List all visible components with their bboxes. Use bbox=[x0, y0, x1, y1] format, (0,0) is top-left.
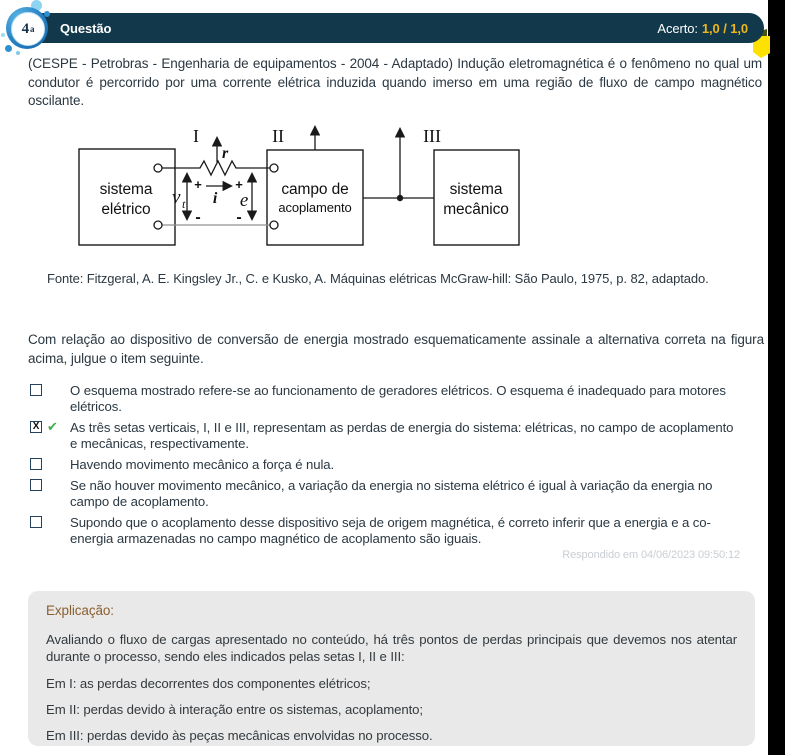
terminal bbox=[154, 221, 162, 229]
answer-option-4[interactable] bbox=[30, 478, 742, 510]
minus-sign: - bbox=[236, 209, 242, 226]
box2-label-line1: campo de bbox=[281, 181, 349, 198]
explanation-item-2: Em II: perdas devido à interação entre os sistemas, acoplamento; bbox=[46, 702, 423, 717]
figure-source: Fonte: Fitzgeral, A. E. Kingsley Jr., C. e Kusko, A. Máquinas elétricas McGraw-hill: São Paulo, 1975, p. 82, adaptado. bbox=[47, 271, 709, 286]
energy-conversion-diagram bbox=[60, 118, 540, 258]
option-checkbox[interactable] bbox=[30, 516, 42, 528]
current-label: i bbox=[212, 190, 218, 207]
bubble-decoration bbox=[16, 51, 20, 55]
plus-sign: + bbox=[235, 177, 243, 192]
explanation-title: Explicação: bbox=[46, 603, 114, 618]
question-title: Questão bbox=[60, 20, 112, 36]
explanation-panel bbox=[28, 591, 755, 746]
box3-label-line1: sistema bbox=[449, 181, 503, 198]
option-checkbox[interactable] bbox=[30, 479, 42, 491]
numeral-II: II bbox=[272, 126, 284, 146]
box1-label-line2: elétrico bbox=[101, 201, 151, 218]
numeral-I: I bbox=[193, 126, 199, 146]
option-checkbox[interactable] bbox=[30, 384, 42, 396]
badge-number-text: 4 bbox=[21, 20, 29, 37]
score-value: 1,0 / 1,0 bbox=[701, 20, 748, 36]
option-text: O esquema mostrado refere-se ao funcionamento de geradores elétricos. O esquema é inadequado para motores elétricos. bbox=[70, 383, 726, 414]
bubble-decoration bbox=[5, 45, 12, 52]
explanation-paragraph: Avaliando o fluxo de cargas apresentado no conteúdo, há três pontos de perdas principais que devemos nos atentar durante o processo, sendo eles indicados pelas setas I, II e III: bbox=[46, 632, 737, 664]
box3-label-line2: mecânico bbox=[443, 201, 509, 218]
option-text: Se não houver movimento mecânico, a variação da energia no sistema elétrico é igual à variação da energia no campo de acoplamento. bbox=[70, 478, 713, 509]
answer-options-list bbox=[30, 383, 742, 547]
explanation-item-1: Em I: as perdas decorrentes dos componentes elétricos; bbox=[46, 676, 371, 691]
option-text: Supondo que o acoplamento desse dispositivo seja de origem magnética, é correto inferir que a energia e a co-energia armazenadas no campo magnético de acoplamento são iguais. bbox=[70, 515, 711, 546]
score-display bbox=[657, 21, 748, 36]
option-checkbox-checked[interactable]: X bbox=[30, 421, 42, 433]
numeral-III: III bbox=[423, 126, 441, 146]
resistor-label: r bbox=[222, 145, 229, 162]
badge-number bbox=[11, 12, 45, 46]
score-label: Acerto: bbox=[657, 20, 698, 36]
option-checkbox[interactable] bbox=[30, 458, 42, 470]
question-number-badge bbox=[3, 2, 53, 54]
terminal bbox=[270, 164, 278, 172]
bubble-decoration bbox=[1, 33, 5, 37]
emf-label: e bbox=[239, 190, 249, 211]
option-text: Havendo movimento mecânico a força é nula. bbox=[70, 457, 335, 472]
terminal bbox=[270, 221, 278, 229]
terminal bbox=[154, 164, 162, 172]
question-statement: (CESPE - Petrobras - Engenharia de equipamentos - 2004 - Adaptado) Indução eletromagnética é o fenômeno no qual um condutor é percorrido por uma corrente elétrica induzida quando imerso em uma região de fluxo de campo magnético oscilante. bbox=[28, 56, 762, 108]
answer-option-5[interactable] bbox=[30, 515, 742, 547]
answered-timestamp: Respondido em 04/06/2023 09:50:12 bbox=[562, 549, 740, 561]
answer-option-3[interactable] bbox=[30, 457, 742, 473]
correct-check-icon: ✔ bbox=[47, 419, 58, 434]
voltage-sub-label: t bbox=[182, 197, 186, 211]
explanation-item-3: Em III: perdas devido às peças mecânicas envolvidas no processo. bbox=[46, 728, 433, 743]
answer-option-1[interactable] bbox=[30, 383, 742, 415]
voltage-label: v bbox=[172, 187, 181, 208]
minus-sign: - bbox=[195, 209, 201, 226]
answer-option-2[interactable] bbox=[30, 420, 742, 452]
badge-ordinal-text: a bbox=[30, 24, 35, 34]
box2-label-line2: acoplamento bbox=[278, 200, 352, 215]
page-edge-strip bbox=[768, 0, 785, 755]
plus-sign: + bbox=[194, 177, 202, 192]
option-text: As três setas verticais, I, II e III, representam as perdas de energia do sistema: elétricas, no campo de acoplamento e mecânicas, respectivamente. bbox=[70, 420, 734, 451]
box1-label-line1: sistema bbox=[99, 181, 153, 198]
question-prompt: Com relação ao dispositivo de conversão de energia mostrado esquematicamente assinale a alternativa correta na figura acima, julgue o item seguinte. bbox=[28, 332, 764, 366]
question-header-bar bbox=[16, 13, 764, 43]
